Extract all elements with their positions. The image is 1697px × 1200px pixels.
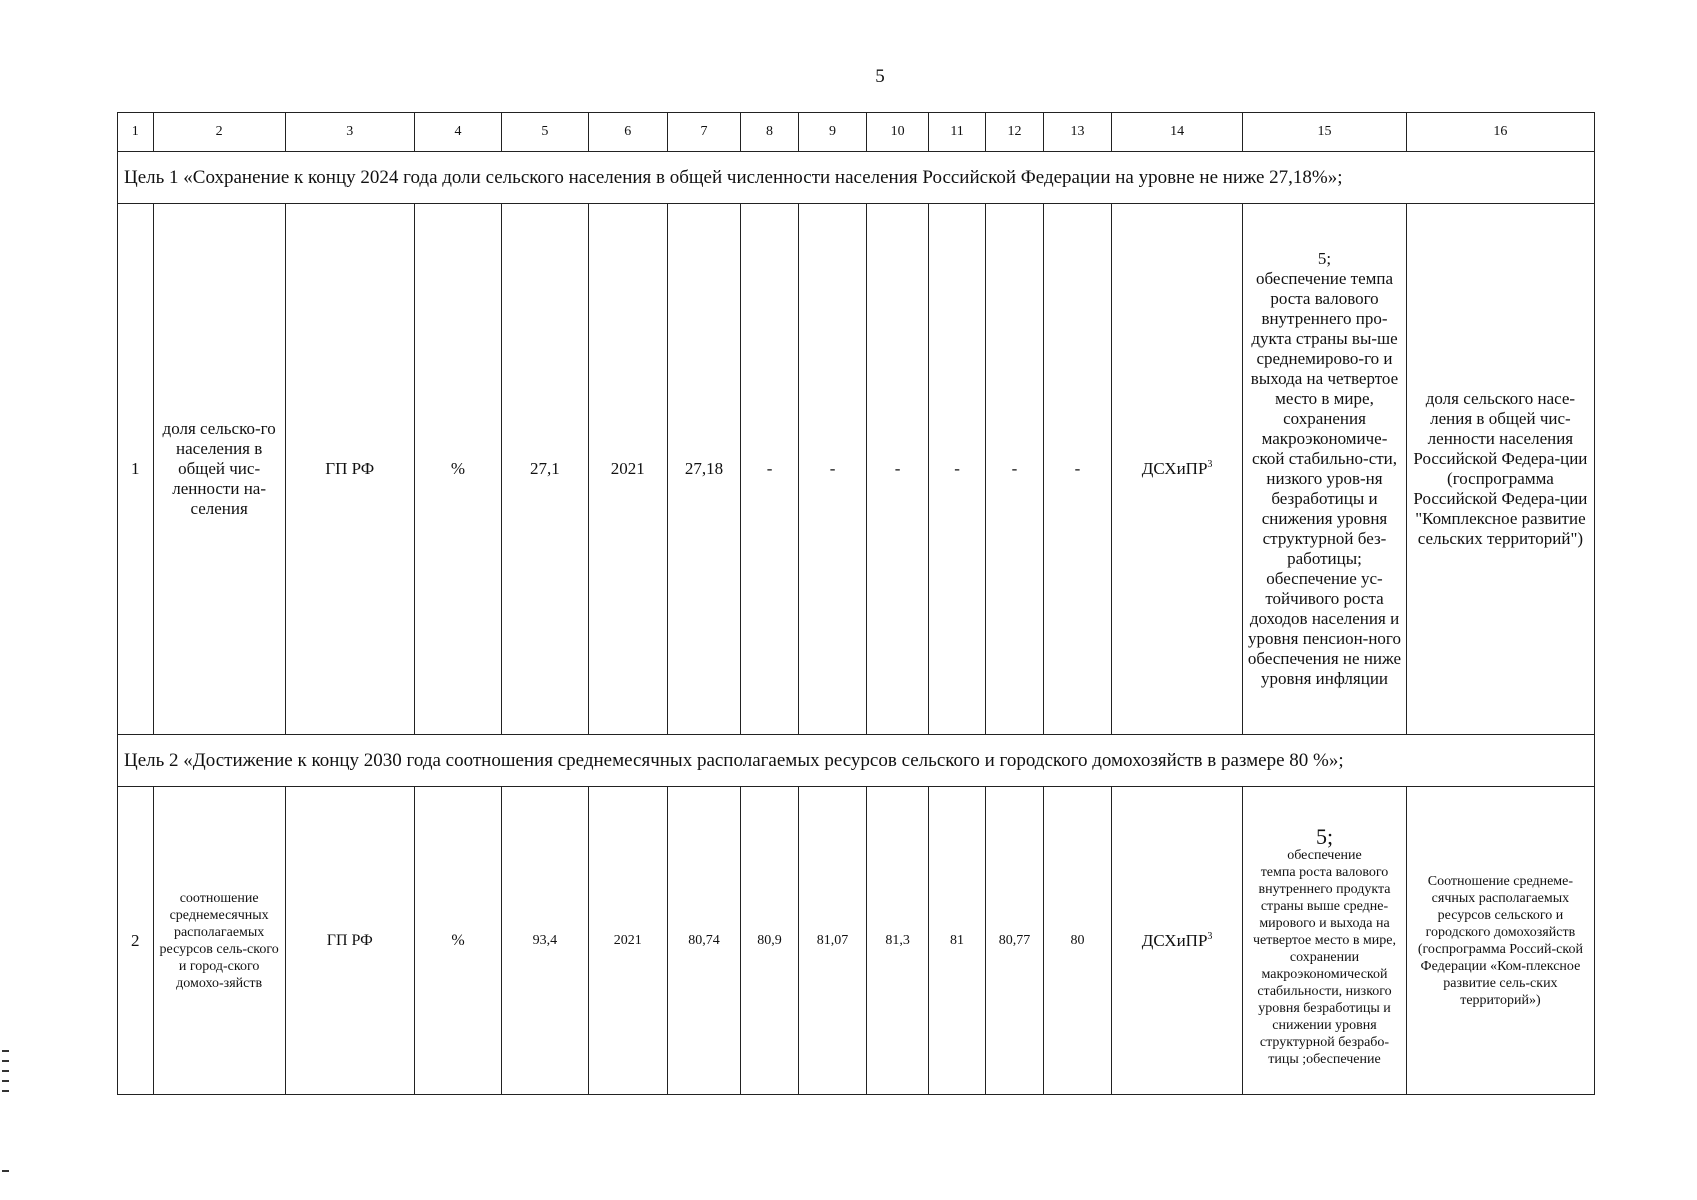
responsible-cell (1112, 204, 1243, 735)
value-cell: - (799, 204, 867, 735)
scan-margin-mark (2, 1050, 9, 1052)
responsible-text: ДСХиПР (1141, 459, 1208, 478)
header-cell: 6 (588, 113, 667, 152)
header-cell: 9 (799, 113, 867, 152)
header-row (118, 113, 1595, 152)
value-cell: 80 (1043, 787, 1111, 1095)
row-number: 1 (118, 204, 154, 735)
value-cell: - (741, 204, 799, 735)
national-goal-number: 5; (1315, 823, 1334, 849)
scan-margin-mark (2, 1090, 9, 1092)
value-cell: - (1043, 204, 1111, 735)
footnote-mark: 3 (1207, 459, 1213, 470)
page-number: 5 (875, 66, 885, 87)
national-goal-lead: обеспечение (1287, 847, 1362, 863)
header-cell: 8 (741, 113, 799, 152)
value-cell: 80,74 (667, 787, 740, 1095)
header-cell: 3 (285, 113, 414, 152)
base-value: 93,4 (502, 787, 588, 1095)
scan-margin-mark (2, 1080, 9, 1082)
table-row (118, 204, 1595, 735)
base-value: 27,1 (502, 204, 588, 735)
goal-1-text: Цель 1 «Сохранение к концу 2024 года доли сельского населения в общей численности населения Российской Федерации на уровне не ниже 27,18%»; (118, 152, 1595, 204)
header-cell: 4 (414, 113, 501, 152)
header-cell: 12 (986, 113, 1044, 152)
relation-cell: Соотношение среднеме-сячных располагаемых ресурсов сельского и городского домохозяйств (госпрограмма Россий-ской Федерации «Ком-плексное развитие сель-ских территорий») (1406, 787, 1594, 1095)
base-year: 2021 (588, 204, 667, 735)
indicator-name: доля сельско-го населения в общей чис-ленности на-селения (153, 204, 285, 735)
footnote-mark: 3 (1207, 931, 1213, 942)
unit: % (414, 204, 501, 735)
national-goal-cell (1243, 787, 1407, 1095)
header-cell: 14 (1112, 113, 1243, 152)
goal-1-row (118, 152, 1595, 204)
header-cell: 10 (867, 113, 929, 152)
base-year: 2021 (588, 787, 667, 1095)
value-cell: - (986, 204, 1044, 735)
national-goal-cell (1243, 204, 1407, 735)
scan-margin-mark (2, 1060, 9, 1062)
scan-margin-mark (2, 1170, 9, 1172)
indicators-table (117, 112, 1595, 1095)
value-cell: 27,18 (667, 204, 740, 735)
indicator-level: ГП РФ (285, 204, 414, 735)
table-row (118, 787, 1595, 1095)
value-cell: 80,77 (986, 787, 1044, 1095)
header-cell: 1 (118, 113, 154, 152)
value-cell: - (929, 204, 986, 735)
row-number: 2 (118, 787, 154, 1095)
national-goal-text: темпа роста валового внутреннего продукта страны выше средне-мирового и выхода на четвертое место в мире, сохранении макроэкономической стабильности, низкого уровня безработицы и снижении уровня структурной безрабо-тицы ;обеспечение (1253, 864, 1396, 1067)
indicator-name: соотношение среднемесячных располагаемых ресурсов сель-ского и город-ского домохо-зяйств (153, 787, 285, 1095)
header-cell: 7 (667, 113, 740, 152)
header-cell: 16 (1406, 113, 1594, 152)
header-cell: 13 (1043, 113, 1111, 152)
value-cell: 81,3 (867, 787, 929, 1095)
goal-2-text: Цель 2 «Достижение к концу 2030 года соотношения среднемесячных располагаемых ресурсов сельского и городского домохозяйств в размере 80 %»; (118, 735, 1595, 787)
goal-2-row (118, 735, 1595, 787)
scan-margin-mark (2, 1070, 9, 1072)
header-cell: 15 (1243, 113, 1407, 152)
header-cell: 2 (153, 113, 285, 152)
relation-cell: доля сельского насе-ления в общей чис-ленности населения Российской Федера-ции (госпрограмма Российской Федера-ции "Комплексное развитие сельских территорий") (1406, 204, 1594, 735)
value-cell: 81,07 (799, 787, 867, 1095)
responsible-cell (1112, 787, 1243, 1095)
responsible-text: ДСХиПР (1141, 931, 1208, 950)
national-goal-text: обеспечение темпа роста валового внутреннего про-дукта страны вы-ше среднемирово-го и выхода на четвертое место в мире, сохранения макроэкономиче-ской стабильно-сти, низкого уров-ня безработицы и снижения уровня структурной без-работицы; обеспечение ус-тойчивого роста доходов населения и уровня пенсион-ного обеспечения не ниже уровня инфляции (1247, 269, 1402, 688)
header-cell: 11 (929, 113, 986, 152)
value-cell: - (867, 204, 929, 735)
indicator-level: ГП РФ (285, 787, 414, 1095)
header-cell: 5 (502, 113, 588, 152)
unit: % (414, 787, 501, 1095)
value-cell: 80,9 (741, 787, 799, 1095)
national-goal-number: 5; (1317, 249, 1332, 268)
value-cell: 81 (929, 787, 986, 1095)
